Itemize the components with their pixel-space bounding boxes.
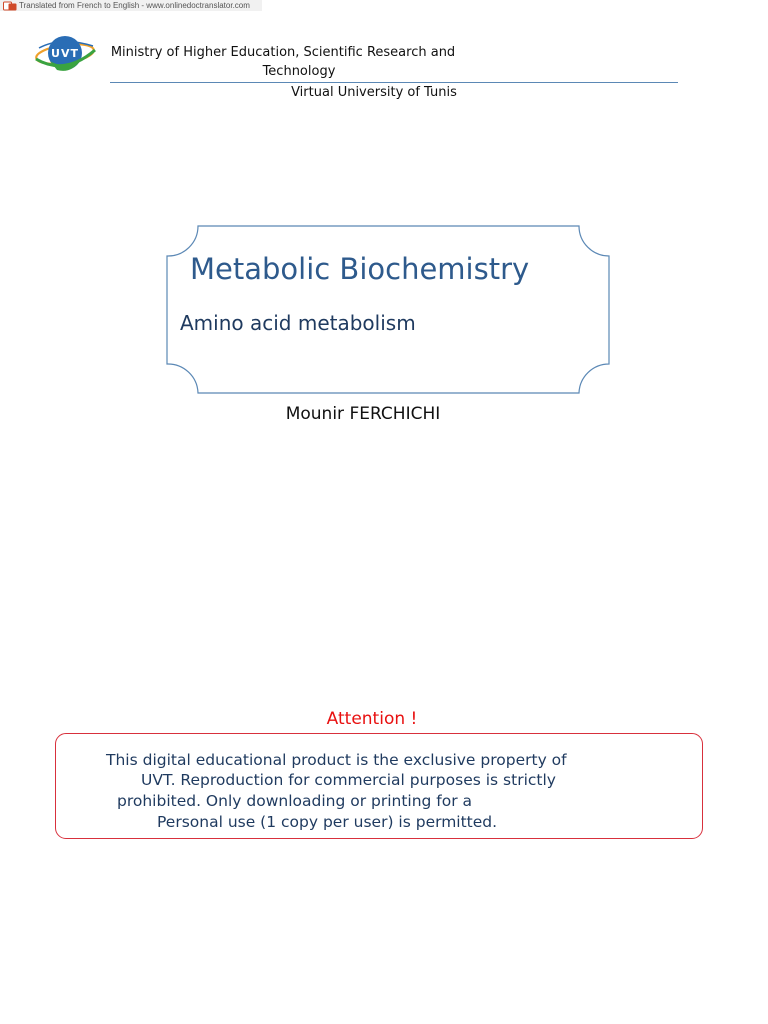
header-divider (110, 82, 678, 83)
course-subtitle: Amino acid metabolism (180, 311, 416, 335)
translator-banner (0, 0, 262, 11)
attention-heading: Attention ! (326, 709, 418, 729)
notice-line: UVT. Reproduction for commercial purposes is strictly (141, 771, 556, 789)
ministry-name (110, 43, 468, 81)
notice-line: Personal use (1 copy per user) is permitted. (157, 813, 498, 831)
course-title: Metabolic Biochemistry (190, 252, 530, 286)
uvt-logo (31, 30, 99, 78)
ministry-line-2: Technology (262, 64, 336, 79)
author-name: Mounir FERCHICHI (285, 404, 441, 424)
logo-text: UVT (51, 47, 79, 60)
document-translate-icon (3, 1, 17, 11)
notice-line: This digital educational product is the exclusive property of (106, 751, 567, 769)
ministry-line-1: Ministry of Higher Education, Scientific Research and (110, 45, 456, 60)
translator-banner-text[interactable]: Translated from French to English - www.onlinedoctranslator.com (19, 1, 250, 10)
notice-line: prohibited. Only downloading or printing for a (117, 792, 473, 810)
university-name: Virtual University of Tunis (291, 85, 457, 100)
